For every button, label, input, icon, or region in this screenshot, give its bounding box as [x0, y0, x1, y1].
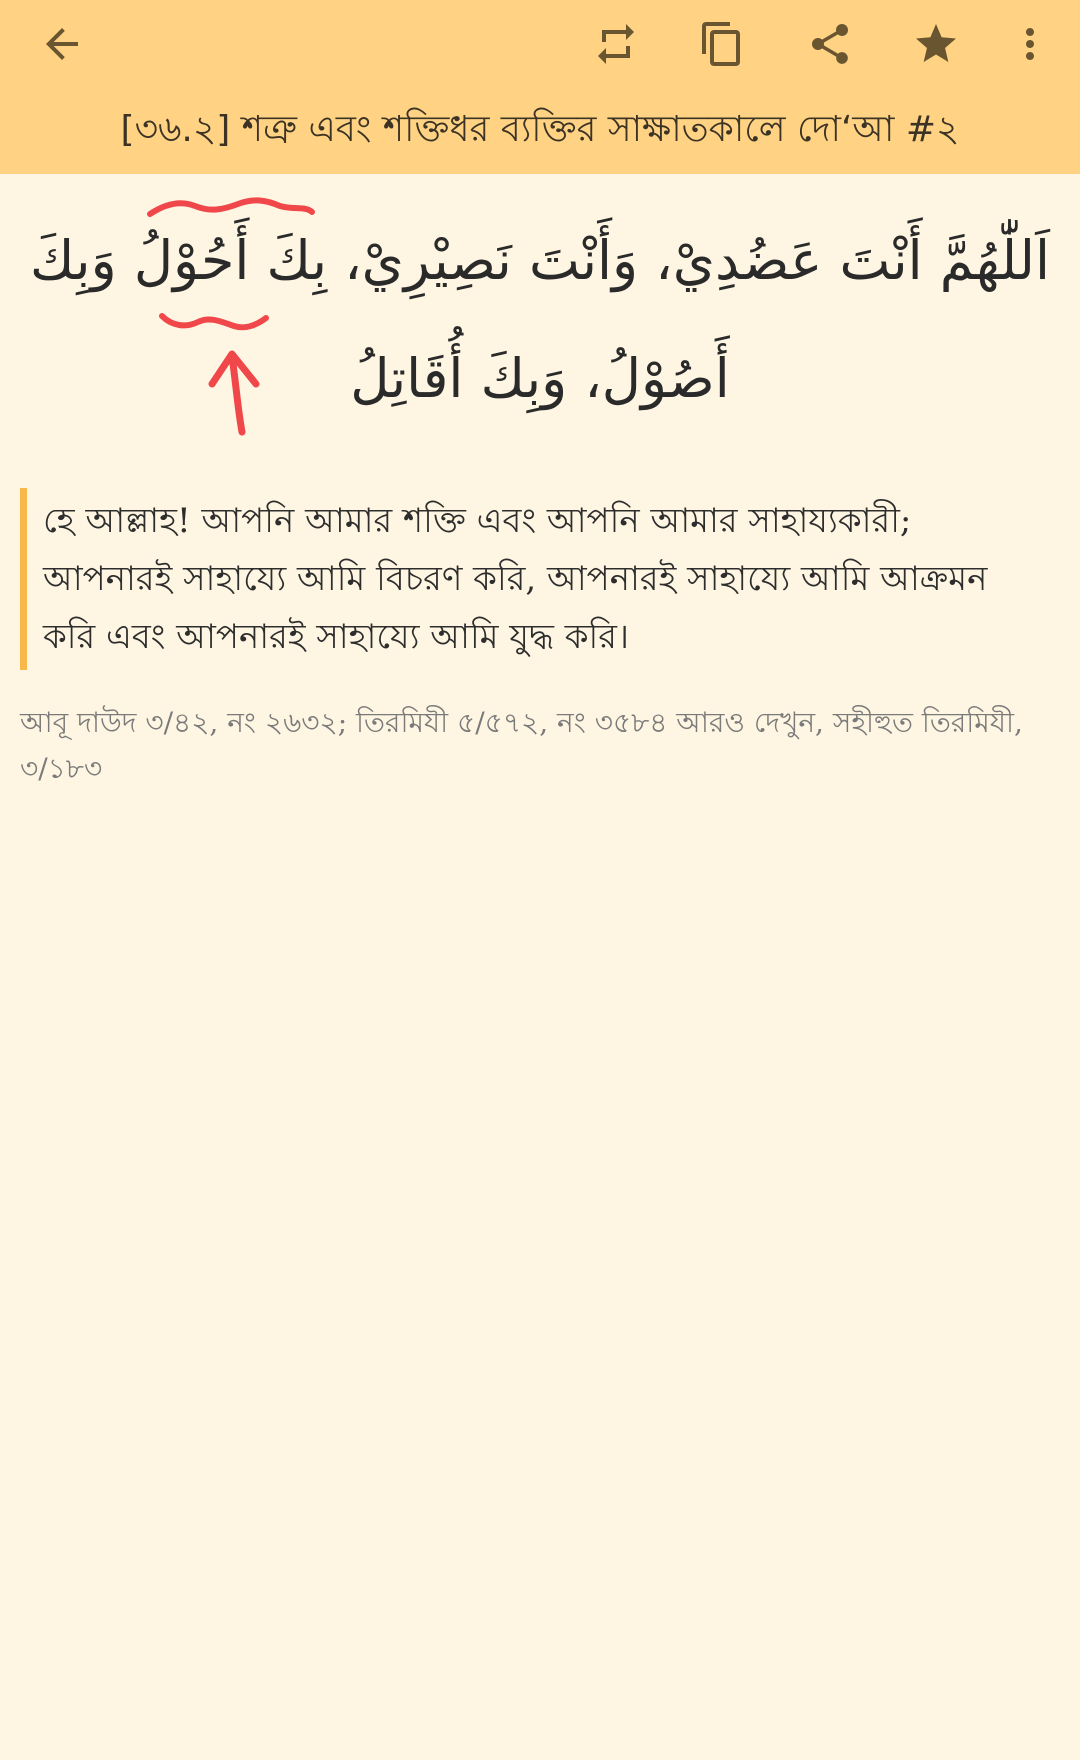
- arabic-text: اَللّٰهُمَّ أَنْتَ عَضُدِيْ، وَأَنْتَ نَصِيْرِيْ، بِكَ أَحُوْلُ وَبِكَ أَصُوْلُ، وَبِكَ أُقَاتِلُ: [30, 229, 1050, 410]
- repeat-button[interactable]: [580, 8, 652, 80]
- copy-button[interactable]: [686, 8, 758, 80]
- reference-text: আবূ দাউদ ৩/৪২, নং ২৬৩২; তিরমিযী ৫/৫৭২, নং ৩৫৮৪ আরও দেখুন, সহীহুত তিরমিযী, ৩/১৮৩: [20, 706, 1023, 785]
- share-icon: [806, 20, 854, 68]
- repeat-icon: [592, 20, 640, 68]
- app-bar: [0, 0, 1080, 174]
- translation-quote: হে আল্লাহ! আপনি আমার শক্তি এবং আপনি আমার সাহায্যকারী; আপনারই সাহায্যে আমি বিচরণ করি, আপনারই সাহায্যে আমি আক্রমন করি এবং আপনারই সাহায্যে আমি যুদ্ধ করি।: [20, 488, 1040, 670]
- toolbar: [0, 0, 1080, 84]
- arabic-dua: [30, 196, 1050, 456]
- page-title: [৩৬.২] শত্রু এবং শক্তিধর ব্যক্তির সাক্ষাতকালে দো‘আ #২: [120, 109, 960, 150]
- copy-icon: [698, 20, 746, 68]
- star-icon: [912, 20, 960, 68]
- more-options-button[interactable]: [994, 8, 1066, 80]
- back-button[interactable]: [26, 8, 98, 80]
- arrow-back-icon: [38, 20, 86, 68]
- favorite-button[interactable]: [900, 8, 972, 80]
- share-button[interactable]: [794, 8, 866, 80]
- more-vert-icon: [1006, 20, 1054, 68]
